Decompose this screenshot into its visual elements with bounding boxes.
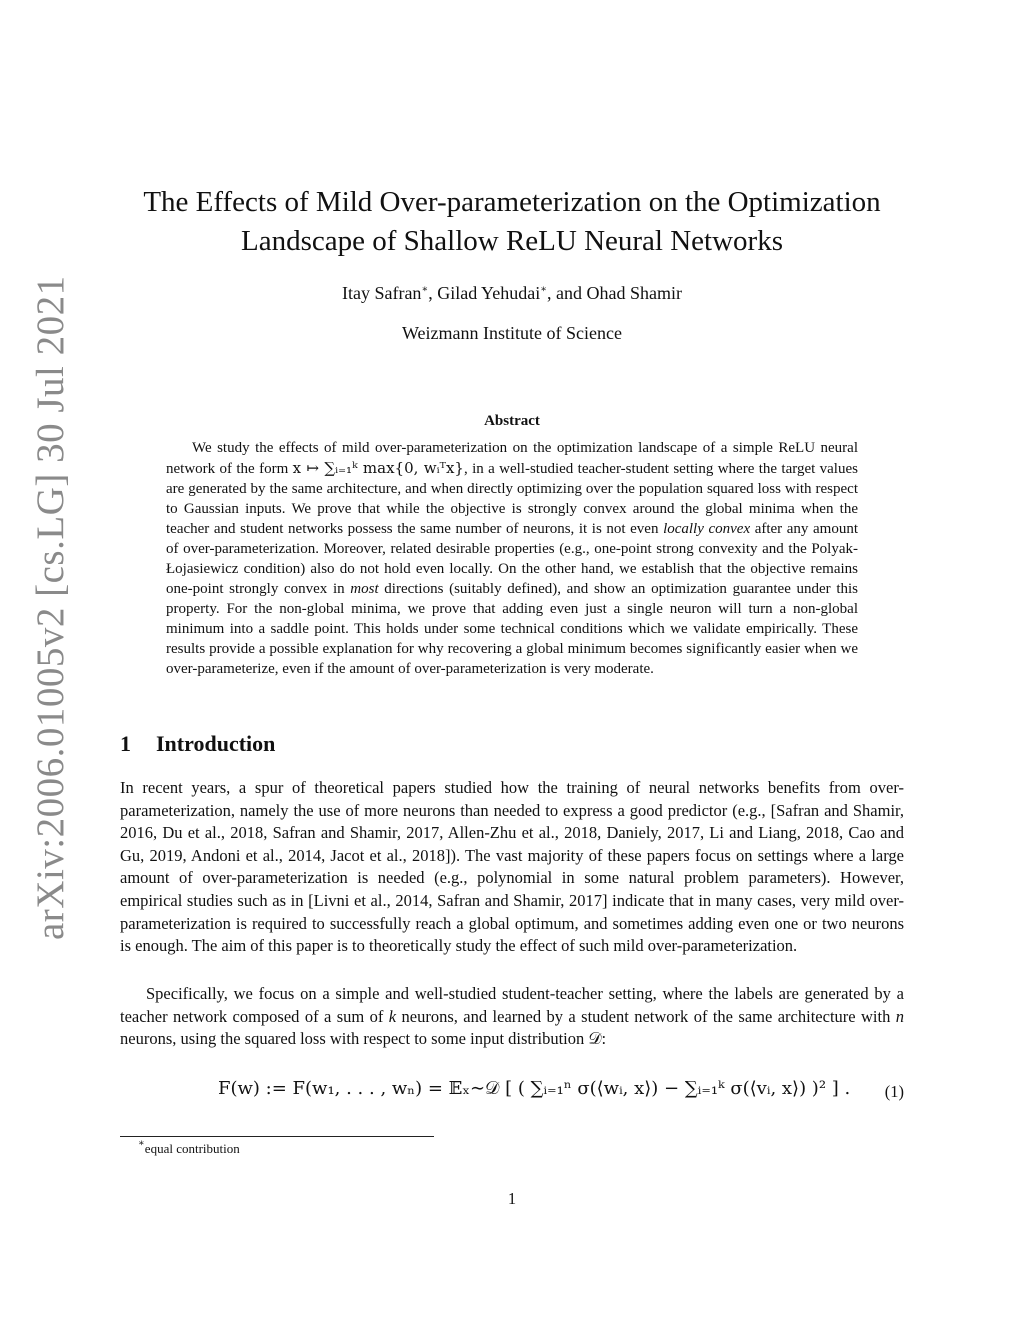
title-line-1: The Effects of Mild Over-parameterization on the Optimization	[143, 186, 881, 218]
paragraph-text: neurons, using the squared loss with respect to some input distribution	[120, 1029, 589, 1049]
abstract-emphasis: most	[350, 581, 379, 597]
math-variable: 𝒟	[588, 1029, 602, 1049]
footnote-text: equal contribution	[144, 1141, 240, 1156]
footnote-mark: ∗	[138, 1138, 145, 1149]
abstract-text: directions (suitably defined), and show an optimization guarantee under this property. For the non-global minima, we prove that adding even just a single neuron will turn a non-global minimum into a saddle point. This holds under some technical conditions which we validate empirically. These results provide a possible explanation for why recovering a global minimum becomes significantly easier when we over-parameterize, even if the amount of over-parameterization is very moderate.	[166, 581, 859, 677]
abstract-formula: x ↦ ∑ᵢ₌₁ᵏ max{0, wᵢᵀx}	[292, 459, 464, 477]
page-number: 1	[507, 1189, 517, 1208]
intro-paragraph-1: In recent years, a spur of theoretical papers studied how the training of neural networks benefits from over-parameterization, namely the use of more neurons than needed to express a good predictor (e.g., [Safran and Shamir, 2016, Du et al., 2018, Safran and Shamir, 2017, Allen-Zhu et al., 2018, Daniely, 2017, Li and Liang, 2018, Cao and Gu, 2019, Andoni et al., 2014, Jacot et al., 2018]). The vast majority of these papers focus on settings where a large amount of over-parameterization is needed (e.g., polynomial in some natural problem parameters). However, empirical studies such as in [Livni et al., 2014, Safran and Shamir, 2017] indicate that in many cases, very mild over-parameterization is required to successfully reach a global optimum, and sometimes adding even one or two neurons is enough. The aim of this paper is to theoretically study the effect of such mild over-parameterization.	[120, 778, 904, 956]
paper-title	[120, 183, 904, 261]
math-variable: k	[388, 1006, 397, 1026]
equal-contribution-mark: ∗	[421, 284, 429, 295]
intro-paragraph-2	[120, 983, 904, 1051]
author-1: Itay Safran	[341, 283, 422, 303]
equation-body: F(w) := F(w₁, . . . , wₙ) = 𝔼ₓ∼𝒟 [ ( ∑ᵢ₌₁ⁿ σ(⟨wᵢ, x⟩) − ∑ᵢ₌₁ᵏ σ(⟨vᵢ, x⟩) )² ] .	[218, 1078, 851, 1099]
abstract-text: after any amount of over-parameterization. Moreover, related desirable properties (e.g., one-point strong convexity and the Polyak-Łojasiewicz condition) also do not hold even locally. On the other hand, we establish that the objective remains one-point strongly convex in	[166, 521, 859, 597]
paragraph-text: Specifically, we focus on a simple and well-studied student-teacher setting, where the labels are generated by a teacher network composed of a sum of	[120, 984, 904, 1026]
abstract-body	[166, 438, 858, 679]
display-equation	[120, 1058, 904, 1136]
equation-number: (1)	[884, 1082, 904, 1101]
author-3: Ohad Shamir	[586, 283, 683, 303]
section-title: Introduction	[156, 731, 276, 756]
footnote	[138, 1138, 240, 1157]
affiliation: Weizmann Institute of Science	[402, 323, 622, 343]
section-number: 1	[120, 731, 131, 756]
author-separator: ,	[428, 283, 438, 303]
abstract-text: , in a well-studied teacher-student setting where the target values are generated by the same architecture, and when directly optimizing over the population squared loss with respect to Gaussian inputs. We prove that while the objective is strongly convex around the global minima when the teacher and student networks possess the same number of neurons, it is not even	[166, 461, 858, 537]
abstract-emphasis: locally convex	[663, 521, 751, 537]
arxiv-stamp: arXiv:2006.01005v2 [cs.LG] 30 Jul 2021	[29, 275, 72, 940]
author-list	[120, 283, 904, 304]
equal-contribution-mark: ∗	[540, 284, 548, 295]
abstract-text: We study the effects of mild over-parameterization on the optimization landscape of a simple ReLU neural network of the form	[166, 440, 858, 477]
title-line-2: Landscape of Shallow ReLU Neural Networks	[241, 225, 783, 257]
paragraph-text: neurons, and learned by a student network of the same architecture with	[396, 1006, 896, 1026]
math-variable: n	[895, 1006, 904, 1026]
footnote-divider	[120, 1136, 434, 1137]
paragraph-text: :	[601, 1029, 607, 1049]
author-and: , and	[547, 283, 587, 303]
abstract-heading: Abstract	[484, 413, 540, 429]
section-heading	[120, 731, 275, 757]
author-2: Gilad Yehudai	[437, 283, 541, 303]
